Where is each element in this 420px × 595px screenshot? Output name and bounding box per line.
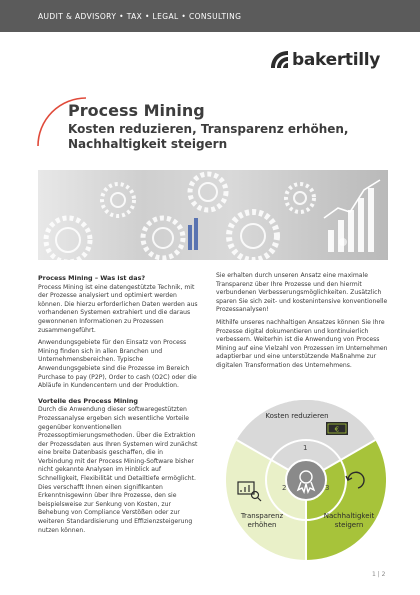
right-column <box>216 272 391 375</box>
segment-label-sustainability: Nachhaltigkeit steigern <box>323 512 375 529</box>
page-subtitle: Kosten reduzieren, Transparenz erhöhen, Nachhaltigkeit steigern <box>68 122 349 151</box>
diagram-ring <box>226 400 386 560</box>
paragraph: Sie erhalten durch unseren Ansatz eine maximale Transparenz über Ihre Prozesse und den hiermit verbundenen Verbesserungsmöglichkeiten. Zusätzlich sparen Sie sich zeit- und kostenintensive konventionelle Prozessanalysen! <box>216 272 388 314</box>
header-tagline: AUDIT & ADVISORY • TAX • LEGAL • CONSULTING <box>38 12 242 21</box>
benefits-diagram <box>226 400 386 560</box>
section-heading-advantages: Vorteile des Process Mining <box>38 396 138 405</box>
paragraph: Mithilfe unseres nachhaltigen Ansatzes können Sie Ihre Prozesse digital dokumentieren und kontinuierlich verbessern. Weiterhin ist die Anwendung von Process Mining auf eine Vielzahl von Prozessen im Unternehmen adaptierbar und eine unterstützende Maßnahme zur digitalen Transformation des Unternehmens. <box>216 318 388 369</box>
paragraph: Anwendungsgebiete für den Einsatz von Process Mining finden sich in allen Branchen und Unternehmensbereichen. Typische Anwendungsgebiete sind die Prozesse im Bereich Purchase to pay (P2P), Order to cash (O2C) oder die Abläufe in Kundencentern und der Produktion. <box>38 339 197 390</box>
page-title: Process Mining <box>68 101 205 120</box>
banner-image <box>38 170 388 260</box>
logo <box>268 46 388 76</box>
segment-number-2: 2 <box>282 484 287 492</box>
svg-text:€: € <box>334 425 340 434</box>
page-number: 1 | 2 <box>372 571 386 578</box>
segment-number-3: 3 <box>325 484 330 492</box>
money-icon <box>326 422 348 435</box>
left-column <box>38 274 198 539</box>
section-heading-what-is: Process Mining – Was ist das? <box>38 274 146 282</box>
paragraph: Process Mining ist eine datengestützte Technik, mit der Prozesse analysiert und optimiert werden können. Die hierzu erforderlichen Daten werden aus vorhandenen Systemen extrahiert und die daraus gewonnenen Informationen zu Prozessen zusammengeführt. <box>38 283 198 334</box>
segment-label-cost: Kosten reduzieren <box>265 412 329 420</box>
paragraph: Durch die Anwendung dieser softwaregestützten Prozessanalyse ergeben sich wesentliche Vorteile gegenüber konventionellen Prozessoptimierungsmethoden. Über die Extraktion der Prozessdaten aus Ihren Systemen wird zunächst eine breite Datenbasis geschaffen, die in Verbindung mit der Process Mining-Software bisher nicht gekannte Analysen im Hinblick auf Schnelligkeit, Flexibilität und Detailtiefe ermöglicht. Dies verschafft Ihnen einen signifikanten Erkenntnisgewinn über Ihre Prozesse, den sie beispielsweise zur Senkung von Kosten, zur Behebung von Compliance Verstößen oder zur weiteren Standardisierung und Effizienzsteigerung nutzen können. <box>38 406 198 534</box>
logo-mark-icon <box>268 48 292 72</box>
header-bar <box>0 0 420 32</box>
segment-number-1: 1 <box>303 444 308 452</box>
logo-text: bakertilly <box>292 50 381 70</box>
segment-label-transparency: Transparenz erhöhen <box>240 512 284 529</box>
gears-chart-illustration <box>38 170 388 260</box>
